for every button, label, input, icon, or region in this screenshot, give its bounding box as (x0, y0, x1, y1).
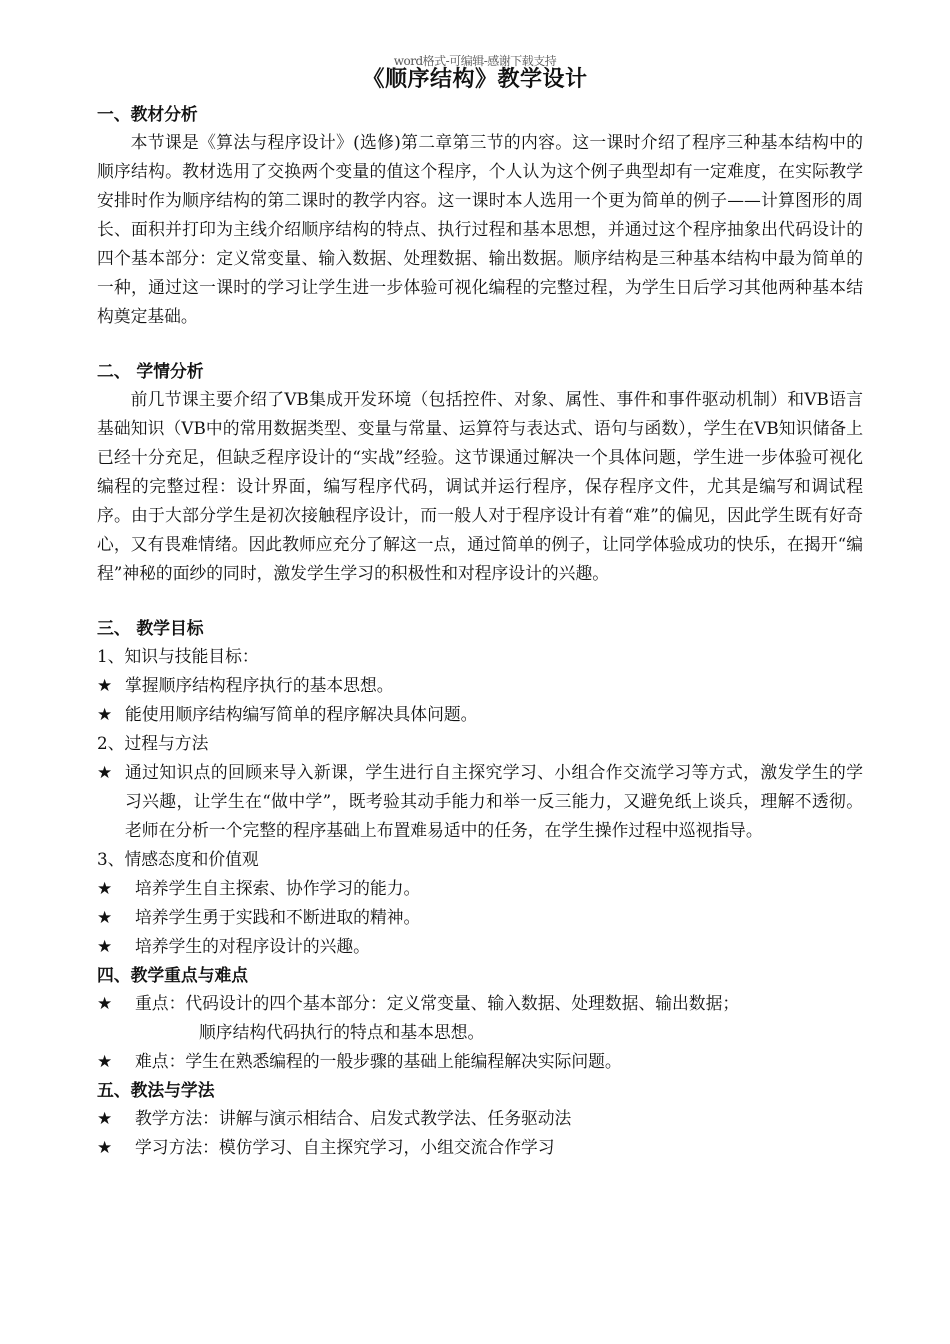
list-item: ★ 学习方法：模仿学习、自主探究学习，小组交流合作学习 (97, 1133, 863, 1162)
star-icon: ★ (97, 878, 113, 898)
list-item (97, 1047, 863, 1076)
watermark-text: word格式-可编辑-感谢下载支持 (393, 54, 557, 68)
star-icon: ★ (97, 936, 113, 956)
list-item: ★ 掌握顺序结构程序执行的基本思想。 (97, 671, 863, 700)
document-body (97, 100, 863, 1162)
section-heading-methods: 五、教法与学法 (97, 1080, 215, 1100)
section-heading-student-analysis: 二、 学情分析 (97, 361, 204, 381)
goal-subheading-attitude: 3、情感态度和价值观 (97, 849, 259, 869)
key-point-text: 重点：代码设计的四个基本部分：定义常变量、输入数据、处理数据、输出数据； (135, 993, 740, 1013)
difficulty-text: 难点：学生在熟悉编程的一般步骤的基础上能编程解决实际问题。 (135, 1051, 622, 1071)
key-point-continuation: 顺序结构代码执行的特点和基本思想。 (199, 1022, 485, 1042)
list-item (97, 989, 863, 1018)
list-item: ★ 能使用顺序结构编写简单的程序解决具体问题。 (97, 700, 863, 729)
star-icon: ★ (97, 1137, 113, 1157)
section-heading-teaching-goals: 三、 教学目标 (97, 618, 204, 638)
textbook-analysis-paragraph: 本节课是《算法与程序设计》(选修)第二章第三节的内容。这一课时介绍了程序三种基本结构中的顺序结构。教材选用了交换两个变量的值这个程序，个人认为这个例子典型却有一定难度，在实际教学安排时作为顺序结构的第二课时的教学内容。这一课时本人选用一个更为简单的例子——计算图形的周长、面积并打印为主线介绍顺序结构的特点、执行过程和基本思想，并通过这个程序抽象出代码设计的四个基本部分：定义常变量、输入数据、处理数据、输出数据。顺序结构是三种基本结构中最为简单的一种，通过这一课时的学习让学生进一步体验可视化编程的完整过程，为学生日后学习其他两种基本结构奠定基础。 (97, 132, 863, 326)
star-icon: ★ (97, 1108, 113, 1128)
section-heading-textbook-analysis: 一、教材分析 (97, 104, 198, 124)
list-item: ★ 通过知识点的回顾来导入新课，学生进行自主探究学习、小组合作交流学习等方式，激发学生的学习兴趣，让学生在“做中学”，既考验其动手能力和举一反三能力，又避免纸上谈兵，理解不透彻。老师在分析一个完整的程序基础上布置难易适中的任务，在学生操作过程中巡视指导。 (97, 758, 863, 845)
list-item: ★ 培养学生勇于实践和不断进取的精神。 (97, 903, 863, 932)
goal-subheading-process: 2、过程与方法 (97, 733, 209, 753)
star-icon: ★ (97, 762, 113, 782)
list-item: ★ 培养学生自主探索、协作学习的能力。 (97, 874, 863, 903)
star-icon: ★ (97, 907, 113, 927)
goal-subheading-knowledge: 1、知识与技能目标： (97, 646, 259, 666)
list-item: ★ 教学方法：讲解与演示相结合、启发式教学法、任务驱动法 (97, 1104, 863, 1133)
star-icon: ★ (97, 993, 113, 1013)
star-icon: ★ (97, 1051, 113, 1071)
page-title: 《顺序结构》教学设计 (362, 66, 588, 92)
student-analysis-paragraph: 前几节课主要介绍了VB集成开发环境（包括控件、对象、属性、事件和事件驱动机制）和VB语言基础知识（VB中的常用数据类型、变量与常量、运算符与表达式、语句与函数），学生在VB知识储备上已经十分充足，但缺乏程序设计的“实战”经验。这节课通过解决一个具体问题，学生进一步体验可视化编程的完整过程：设计界面，编写程序代码，调试并运行程序，保存程序文件，尤其是编写和调试程序。由于大部分学生是初次接触程序设计，而一般人对于程序设计有着“难”的偏见，因此学生既有好奇心，又有畏难情绪。因此教师应充分了解这一点，通过简单的例子，让同学体验成功的快乐，在揭开“编程”神秘的面纱的同时，激发学生学习的积极性和对程序设计的兴趣。 (97, 389, 863, 583)
star-icon: ★ (97, 675, 113, 695)
list-item: ★ 培养学生的对程序设计的兴趣。 (97, 932, 863, 961)
section-heading-key-points: 四、教学重点与难点 (97, 965, 249, 985)
star-icon: ★ (97, 704, 113, 724)
